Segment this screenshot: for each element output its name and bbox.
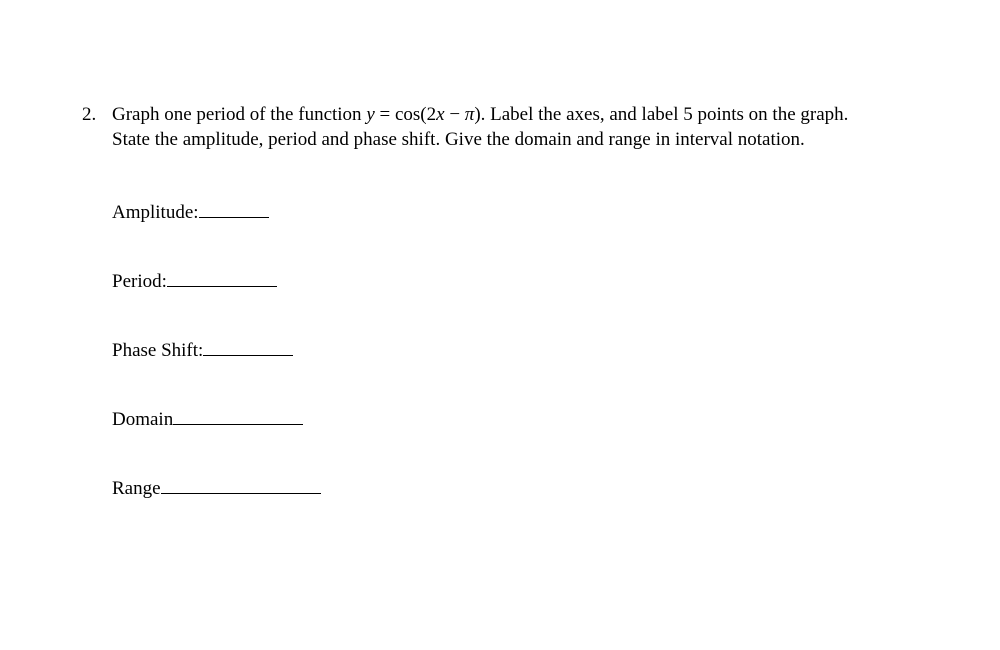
period-label: Period: <box>112 271 167 292</box>
domain-label: Domain <box>112 409 174 430</box>
equation-equals: = <box>374 104 395 125</box>
phase-shift-blank[interactable] <box>203 337 293 356</box>
question-text-instructions: . Label the axes, and label 5 points on the graph. State the amplitude, period and phase shift. Give the domain and range in interval notation. <box>112 104 849 150</box>
function-equation <box>366 104 480 125</box>
range-label: Range <box>112 478 161 499</box>
equation-cos: cos(2 <box>394 104 437 125</box>
equation-close: ) <box>474 104 481 125</box>
period-blank[interactable] <box>167 268 277 287</box>
domain-blank[interactable] <box>173 406 303 425</box>
equation-x: x <box>436 104 445 125</box>
equation-pi: π <box>464 104 475 125</box>
question-text-intro: Graph one period of the function <box>112 104 367 125</box>
period-field <box>112 268 277 294</box>
phase-shift-field <box>112 337 293 363</box>
domain-field <box>112 406 303 432</box>
amplitude-blank[interactable] <box>199 199 269 218</box>
range-field <box>112 475 321 501</box>
phase-shift-label: Phase Shift: <box>112 340 204 361</box>
equation-minus: − <box>444 104 465 125</box>
question-text <box>112 102 872 152</box>
amplitude-label: Amplitude: <box>112 202 199 223</box>
equation-y: y <box>366 104 375 125</box>
range-blank[interactable] <box>161 475 321 494</box>
question-number: 2. <box>82 104 97 125</box>
amplitude-field <box>112 199 269 225</box>
